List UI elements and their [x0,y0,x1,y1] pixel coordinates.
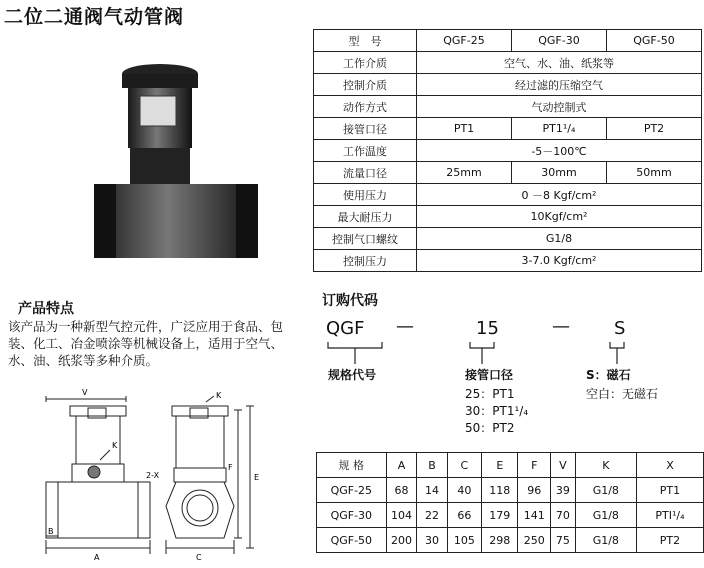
dims-header: 规 格 [317,453,387,478]
spec-label: 流量口径 [314,162,417,184]
order-code-brackets [320,338,640,368]
spec-label: 型 号 [314,30,417,52]
spec-row [314,250,702,272]
spec-label: 控制介质 [314,74,417,96]
dims-header-row [317,453,704,478]
dims-cell: 68 [386,478,417,503]
dim-label-f: F [228,463,233,472]
dims-cell: 298 [482,528,518,553]
features-text: 该产品为一种新型气控元件，广泛应用于食品、包装、化工、冶金喷涂等机械设备上，适用于空气、水、油、纸浆等多种介质。 [8,319,284,368]
dims-header: K [575,453,636,478]
order-label-pipe: 接管口径 [465,368,514,382]
dim-label-x: 2-X [146,471,160,480]
dims-cell: 39 [551,478,576,503]
dim-label-b: B [48,527,54,536]
order-label-magnet: S：磁石 [586,368,631,382]
spec-value: 气动控制式 [417,96,702,118]
spec-value: -5－100℃ [417,140,702,162]
dims-cell: QGF-25 [317,478,387,503]
dim-label-v: V [82,388,88,397]
spec-label: 接管口径 [314,118,417,140]
spec-row [314,228,702,250]
dims-cell: 66 [447,503,481,528]
order-code-size: 15 [476,318,499,339]
spec-row [314,140,702,162]
dims-header: E [482,453,518,478]
dims-cell: PT1 [636,478,703,503]
order-label-spec: 规格代号 [328,368,377,382]
spec-header-row [314,30,702,52]
dim-label-a: A [94,553,100,562]
table-row [317,528,704,553]
spec-row [314,74,702,96]
spec-value: PT2 [607,118,702,140]
dims-cell: 96 [518,478,551,503]
spec-row [314,184,702,206]
dims-cell: 141 [518,503,551,528]
spec-row [314,118,702,140]
spec-value: 10Kgf/cm² [417,206,702,228]
spec-value: 3-7.0 Kgf/cm² [417,250,702,272]
dims-header: A [386,453,417,478]
spec-value: 0 －8 Kgf/cm² [417,184,702,206]
magnet-note: 空白：无磁石 [586,387,659,401]
dim-label-c: C [196,553,202,562]
dims-header: C [447,453,481,478]
spec-row [314,96,702,118]
product-photo [90,52,262,260]
features-heading: 产品特点 [18,301,74,317]
dims-cell: 105 [447,528,481,553]
dims-cell: QGF-50 [317,528,387,553]
dimension-drawing [38,388,294,564]
pipe-option: 25：PT1 [465,387,515,401]
spec-label: 控制气口螺纹 [314,228,417,250]
spec-value: 经过滤的压缩空气 [417,74,702,96]
dims-header: F [518,453,551,478]
spec-row [314,162,702,184]
order-code-magnet: S [614,318,626,339]
spec-value: G1/8 [417,228,702,250]
spec-label: 工作温度 [314,140,417,162]
dims-cell: 22 [417,503,447,528]
spec-label: 工作介质 [314,52,417,74]
model-cell: QGF-50 [607,30,702,52]
dims-cell: 200 [386,528,417,553]
pipe-option: 30：PT1¹/₄ [465,404,529,418]
dims-cell: 14 [417,478,447,503]
spec-value: PT1¹/₄ [512,118,607,140]
pipe-option: 50：PT2 [465,421,515,435]
dims-header: V [551,453,576,478]
dims-cell: 40 [447,478,481,503]
dim-label-e: E [254,473,260,482]
dims-header: B [417,453,447,478]
spec-row [314,52,702,74]
spec-value: PT1 [417,118,512,140]
order-code-dash: — [396,316,414,337]
spec-value: 25mm [417,162,512,184]
spec-label: 控制压力 [314,250,417,272]
dims-cell: 104 [386,503,417,528]
model-cell: QGF-30 [512,30,607,52]
spec-row [314,206,702,228]
dims-cell: 118 [482,478,518,503]
spec-value: 30mm [512,162,607,184]
table-row [317,503,704,528]
spec-value: 50mm [607,162,702,184]
page-title: 二位二通阀气动管阀 [4,6,185,28]
dims-cell: PT2 [636,528,703,553]
spec-table [313,29,702,272]
dims-cell: 250 [518,528,551,553]
dim-label-k: K [112,441,118,450]
dims-cell: G1/8 [575,503,636,528]
dims-cell: 70 [551,503,576,528]
dims-header: X [636,453,703,478]
order-code-dash: — [552,316,570,337]
model-cell: QGF-25 [417,30,512,52]
spec-label: 动作方式 [314,96,417,118]
dims-cell: G1/8 [575,528,636,553]
spec-label: 最大耐压力 [314,206,417,228]
table-row [317,478,704,503]
dims-cell: G1/8 [575,478,636,503]
dims-cell: QGF-30 [317,503,387,528]
dimension-table [316,452,704,553]
spec-value: 空气、水、油、纸浆等 [417,52,702,74]
dims-cell: 179 [482,503,518,528]
dims-cell: 30 [417,528,447,553]
order-code-model: QGF [326,318,365,339]
order-heading: 订购代码 [322,293,378,309]
dim-label-k-side: K [216,391,222,400]
spec-label: 使用压力 [314,184,417,206]
dims-cell: 75 [551,528,576,553]
dims-cell: PTI¹/₄ [636,503,703,528]
